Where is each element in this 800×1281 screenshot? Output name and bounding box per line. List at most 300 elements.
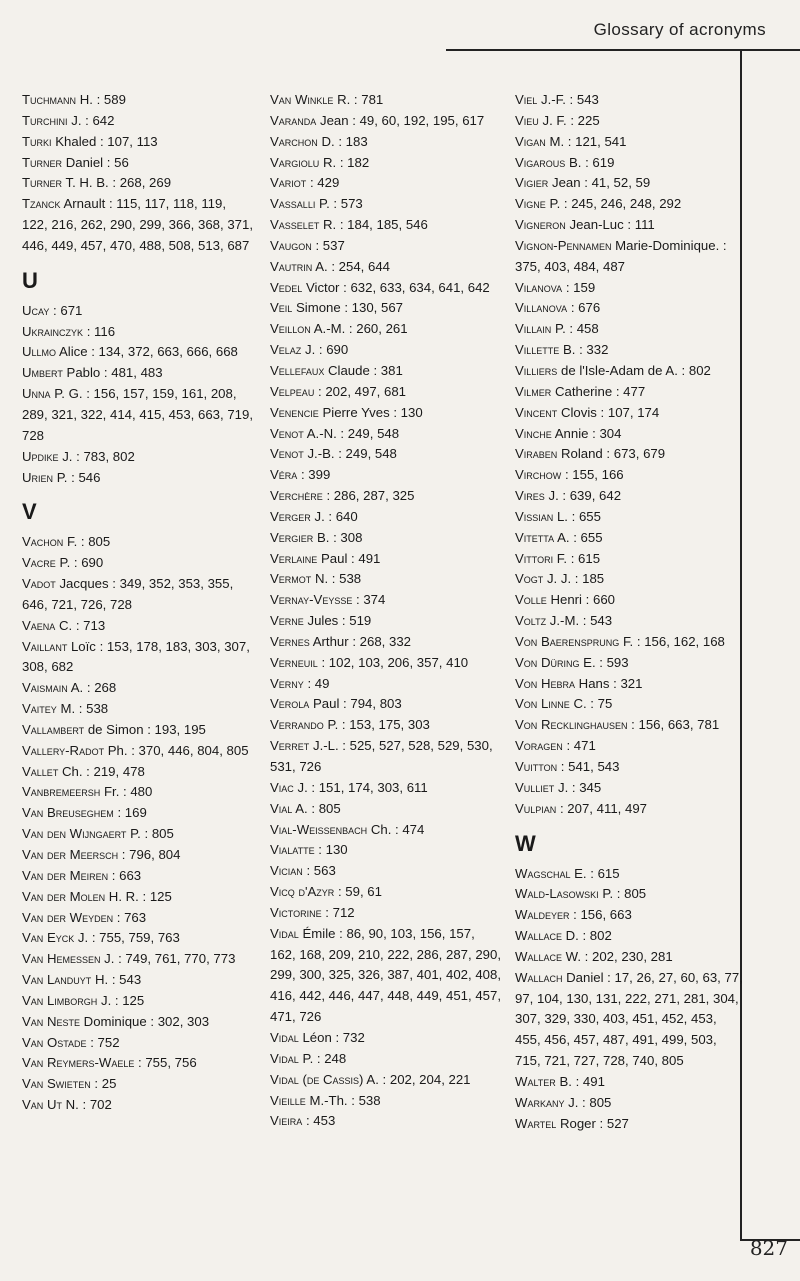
entry-name: Wallace [515,948,562,964]
entry-pages: : 59, 61 [334,884,382,900]
index-entry [22,153,254,174]
entry-pages: E. : 593 [579,654,629,670]
entry-name: Ukrainczyk [22,323,84,339]
entry-name: Vadot [22,576,56,592]
entry-name: Verret [270,738,310,754]
entry-name: Van Reymers-Waele [22,1055,135,1071]
index-entry [515,694,743,715]
entry-name: Von Baerensprung [515,633,620,649]
entry-name: Umbert [22,365,63,381]
entry-name: Wartel [515,1115,557,1131]
entry-name: Verny [270,675,304,691]
entry-pages: P. : 248 [298,1050,347,1066]
entry-pages: Ch. : 219, 478 [58,763,145,779]
entry-pages: A. : 202, 204, 221 [363,1071,471,1087]
entry-name: Vilanova [515,279,563,295]
index-entry [515,486,743,507]
entry-name: Vaena [22,617,56,633]
entry-name: Van Neste [22,1013,80,1029]
index-entry [22,468,254,489]
entry-name: Vieu [515,112,539,128]
entry-name: Variot [270,175,307,191]
entry-name: Walter [515,1073,556,1089]
entry-pages: : 130 [314,842,348,858]
entry-pages: A. : 254, 644 [312,258,391,274]
entry-name: Vaismain [22,680,68,696]
index-entry [515,278,743,299]
entry-pages: Jules : 519 [303,613,372,629]
entry-pages: R. : 182 [319,154,370,170]
section-letter: W [515,830,536,856]
entry-pages: C. : 713 [55,617,106,633]
entry-pages: W. : 202, 230, 281 [561,948,673,964]
entry-pages: J.-F. : 543 [537,92,599,107]
entry-name: Vallet [22,763,59,779]
entry-pages: Fr. : 480 [100,784,153,800]
index-entry [515,549,743,570]
entry-name: Van Ut [22,1097,62,1113]
entry-pages: Annie : 304 [551,425,622,441]
index-entry [22,678,254,699]
index-entry [515,153,743,174]
entry-name: Viel [515,92,538,107]
entry-name: Veillon [270,321,311,337]
entry-pages: : 537 [311,237,345,253]
entry-name: Virchow [515,467,562,483]
entry-pages: B. : 619 [565,154,615,170]
index-entry [515,90,743,111]
index-entry [270,215,502,236]
entry-pages: P. : 153, 175, 303 [323,717,430,733]
index-entry [515,340,743,361]
entry-pages: : 116 [83,323,116,339]
entry-name: Vernay-Veysse [270,592,353,608]
entry-name: Vieille [270,1092,306,1108]
index-entry [270,278,502,299]
entry-pages: B. : 491 [555,1073,605,1089]
entry-pages: Loïc : 153, 178, 183, 303, 307, 308, 682 [22,638,250,675]
entry-name: Victorine [270,904,322,920]
entry-name: Von Düring [515,654,580,670]
entry-pages: Daniel : 17, 26, 27, 60, 63, 77, 97, 104, 130, 131, 222, 271, 281, 304, 307, 329, 330, 403, 451, 452, 453, 455, 456, 457, 487, 491, 499, 503, 715, 721, 727, 728, 740, 805 [515,969,743,1069]
entry-name: Vieira [270,1113,303,1129]
entry-pages: C. : 75 [569,696,613,712]
entry-name: Vaillant [22,638,68,654]
index-entry [22,782,254,803]
index-entry [515,968,743,1072]
index-entry [270,1111,502,1132]
entry-name: Viac [270,779,294,795]
index-entry [270,799,502,820]
index-entry [270,111,502,132]
entry-name: Tzanck [22,196,61,212]
index-entry [270,465,502,486]
entry-pages: J. F. : 225 [538,112,600,128]
entry-pages: Paul : 794, 803 [309,696,402,712]
page-number: 827 [749,1236,788,1260]
index-entry [22,322,254,343]
entry-name: Villanova [515,300,568,316]
entry-pages: P. : 458 [551,321,599,337]
entry-pages: : 563 [302,863,336,879]
running-header-title: Glossary of acronyms [593,20,766,39]
entry-name: Venot [270,425,304,441]
entry-pages: Jean : 49, 60, 192, 195, 617 [316,112,485,128]
entry-pages: M. : 538 [56,701,109,717]
entry-name: Verlaine [270,550,318,566]
entry-pages: Paul : 491 [317,550,381,566]
entry-pages: : 155, 166 [561,467,624,483]
index-entry [270,403,502,424]
entry-name: Vanbremeersh [22,784,101,800]
entry-pages: : 156, 663 [569,907,632,923]
entry-pages: P. : 805 [598,886,647,902]
entry-pages: Roger : 527 [556,1115,629,1131]
entry-name: Vernes [270,633,310,649]
index-entry [515,528,743,549]
entry-pages: M. : 121, 541 [545,133,627,149]
entry-name: Vidal (de Cassis) [270,1071,364,1087]
entry-name: Vachon [22,534,64,550]
entry-name: Veil [270,300,293,316]
index-entry [270,632,502,653]
entry-pages: de l'Isle-Adam de A. : 802 [557,362,711,378]
entry-pages: : 429 [306,175,340,191]
entry-name: Véra [270,467,298,483]
entry-name: Van Winkle [270,92,334,107]
index-entry [22,111,254,132]
index-entry [515,926,743,947]
entry-pages: T. H. B. : 268, 269 [62,175,172,191]
index-entry [270,528,502,549]
index-entry [515,715,743,736]
entry-name: Van Ostade [22,1034,87,1050]
index-entry [22,949,254,970]
entry-pages: : 374 [352,592,386,608]
index-entry [22,1053,254,1074]
index-entry [270,590,502,611]
entry-pages: F. : 156, 162, 168 [619,633,725,649]
entry-name: Vulliet [515,779,555,795]
index-entry [270,257,502,278]
entry-pages: : 207, 411, 497 [556,800,647,816]
entry-pages: H. : 543 [91,972,142,988]
index-entry [22,553,254,574]
entry-name: Voltz [515,613,547,629]
index-entry [515,757,743,778]
index-entry [270,194,502,215]
index-entry [515,632,743,653]
index-entry [515,382,743,403]
entry-name: Vallambert [22,721,85,737]
index-entry [270,486,502,507]
entry-name: Van Limborgh [22,992,98,1008]
entry-pages: Arthur : 268, 332 [309,633,411,649]
entry-pages: : 796, 804 [118,847,181,862]
entry-name: Vigne [515,196,546,212]
index-entry [270,778,502,799]
entry-name: Vargiolu [270,154,320,170]
entry-pages: Dominique : 302, 303 [80,1013,210,1029]
index-entry [22,194,254,257]
entry-name: Wallace [515,928,562,944]
entry-name: Vallery-Radot [22,742,105,758]
entry-pages: : 712 [321,904,355,920]
index-entry [270,653,502,674]
index-column-2 [270,90,502,1132]
index-entry [515,424,743,445]
entry-pages: P. : 690 [55,555,104,571]
entry-name: Vellefaux [270,362,325,378]
index-entry [270,173,502,194]
index-entry [515,864,743,885]
index-entry [22,532,254,553]
entry-name: Turki [22,133,52,149]
entry-name: Vidal [270,1029,299,1045]
index-entry [270,924,502,1028]
section-letter: V [22,499,37,525]
entry-pages: A. : 268 [67,680,117,696]
index-entry [515,884,743,905]
entry-pages: : 755, 756 [134,1055,197,1071]
index-entry [515,444,743,465]
entry-pages: Henri : 660 [546,592,615,608]
entry-pages: : 102, 103, 206, 357, 410 [317,654,469,670]
index-entry [270,694,502,715]
entry-pages: Hans : 321 [575,675,643,691]
index-entry [270,861,502,882]
entry-pages: A.-N. : 249, 548 [303,425,400,441]
entry-name: Vigier [515,175,549,191]
entry-name: Verneuil [270,654,318,670]
entry-name: Vincent [515,404,558,420]
entry-name: Ucay [22,302,50,318]
entry-pages: A. : 805 [292,800,341,816]
entry-name: Tuchmann [22,92,77,107]
index-entry [515,194,743,215]
entry-pages: J. : 805 [564,1094,612,1110]
entry-name: Venot [270,446,304,462]
entry-name: Vialatte [270,842,315,858]
entry-name: Vitetta [515,529,555,545]
entry-pages: Ph. : 370, 446, 804, 805 [104,742,249,758]
entry-name: Villette [515,342,560,358]
entry-name: Vigarous [515,154,566,170]
entry-pages: : 453 [302,1113,336,1129]
index-entry [270,674,502,695]
index-entry [22,384,254,447]
index-entry [22,887,254,908]
entry-name: Varchon [270,133,318,149]
entry-name: Van Eyck [22,930,75,946]
entry-pages: Jacques : 349, 352, 353, 355, 646, 721, 726, 728 [22,576,234,612]
entry-pages: N. : 702 [61,1097,112,1113]
index-entry [270,298,502,319]
index-entry [515,111,743,132]
index-entry [270,549,502,570]
index-entry [22,845,254,866]
index-entry [270,569,502,590]
index-entry [515,905,743,926]
entry-name: Unna [22,386,51,402]
entry-name: Vogt [515,571,544,587]
entry-pages: : 49 [303,675,330,691]
entry-name: Verola [270,696,310,712]
entry-pages: R. : 184, 185, 546 [319,217,428,233]
entry-name: Van der Meersch [22,847,119,862]
index-entry [22,616,254,637]
index-entry [270,820,502,841]
entry-name: Van den Wijngaert [22,826,127,842]
entry-name: Vergier [270,529,314,545]
index-entry [22,1012,254,1033]
entry-pages: B. : 308 [313,529,363,545]
entry-pages: J. : 690 [301,342,349,358]
entry-pages: : 763 [113,909,147,925]
index-entry [270,903,502,924]
entry-pages: H. R. : 125 [105,888,172,904]
index-entry [515,298,743,319]
index-entry [515,1072,743,1093]
index-column-1 [22,90,254,1116]
entry-pages: P. : 546 [53,469,101,485]
index-entry [22,699,254,720]
entry-pages: E. : 615 [570,865,620,881]
index-entry [22,866,254,887]
index-entry [270,361,502,382]
entry-name: Van der Molen [22,888,106,904]
entry-pages: R. : 781 [333,92,384,107]
entry-pages: Arnault : 115, 117, 118, 119, 122, 216, 262, 290, 299, 366, 368, 371, 446, 449, 457, 470, 488, 508, 513, 687 [22,196,253,253]
entry-pages: : 25 [90,1076,117,1092]
entry-name: Van Breuseghem [22,805,114,821]
index-entry [270,236,502,257]
entry-name: Vinche [515,425,552,441]
index-entry [515,736,743,757]
entry-pages: Émile : 86, 90, 103, 156, 157, 162, 168, 209, 210, 222, 286, 287, 290, 299, 300, 325, 326, 387, 401, 402, 408, 416, 442, 446, 447, 448, 449, 451, 457, 471, 726 [270,925,501,1025]
entry-name: Viraben [515,446,558,462]
entry-name: Vedel [270,279,303,295]
entry-name: Volle [515,592,547,608]
index-entry [22,637,254,679]
entry-pages: J.-L. : 525, 527, 528, 529, 530, 531, 726 [270,738,493,774]
entry-pages: Daniel : 56 [62,154,129,170]
entry-name: Vicq d'Azyr [270,884,335,900]
entry-pages: J. : 345 [554,779,602,795]
entry-pages: D. : 802 [561,928,612,944]
entry-name: Vissian [515,508,554,524]
index-entry [22,1033,254,1054]
entry-pages: J. : 783, 802 [58,448,135,464]
index-entry [22,1074,254,1095]
index-entry [515,947,743,968]
index-entry [515,507,743,528]
entry-pages: D. : 183 [317,133,368,149]
index-entry [22,132,254,153]
entry-name: Venencie [270,404,319,420]
index-entry [270,340,502,361]
index-entry [515,611,743,632]
entry-pages: Pierre Yves : 130 [318,404,423,420]
entry-pages: : 676 [567,300,601,316]
index-entry [22,173,254,194]
entry-name: Wallach [515,969,563,985]
entry-name: Van der Weyden [22,909,114,925]
entry-pages: Clovis : 107, 174 [557,404,660,420]
index-entry [515,132,743,153]
section-letter: U [22,267,38,293]
entry-pages: de Simon : 193, 195 [84,721,206,737]
index-entry [270,715,502,736]
entry-name: Van Hemessen [22,951,101,967]
entry-name: Updike [22,448,59,464]
entry-pages: J.-M. : 543 [546,613,613,629]
entry-name: Wald-Lasowski [515,886,599,902]
entry-pages: N. : 538 [311,571,362,587]
entry-pages: Ch. : 474 [367,821,425,837]
index-entry [515,590,743,611]
index-entry [270,444,502,465]
entry-pages: J. : 640 [310,508,358,524]
entry-pages: P. : 805 [126,826,174,842]
entry-pages: J. J. : 185 [543,571,605,587]
entry-name: Verrando [270,717,324,733]
entry-name: Vittori [515,550,554,566]
index-entry [270,90,502,111]
entry-name: Vial [270,800,293,816]
entry-pages: F. : 805 [63,534,111,550]
header-rule [446,49,800,51]
index-entry [270,1070,502,1091]
entry-pages: Catherine : 477 [551,383,646,399]
entry-name: Turner [22,175,63,191]
entry-pages: : 663 [108,867,142,883]
entry-name: Vacre [22,555,56,571]
index-entry [515,674,743,695]
entry-pages: L. : 655 [553,508,601,524]
entry-pages: : 156, 663, 781 [627,717,720,733]
entry-pages: F. : 615 [553,550,601,566]
entry-name: Vigan [515,133,546,149]
index-entry [515,361,743,382]
entry-pages: Alice : 134, 372, 663, 666, 668 [56,344,238,360]
index-entry [22,447,254,468]
index-entry [22,741,254,762]
index-entry [515,1093,743,1114]
index-entry [22,928,254,949]
index-entry [515,236,743,278]
entry-name: Von Hebra [515,675,575,691]
entry-pages: J. : 125 [97,992,145,1008]
index-entry [515,799,743,820]
entry-name: Vignon-Pennamen [515,237,612,253]
entry-pages: Khaled : 107, 113 [51,133,158,149]
index-entry [270,382,502,403]
index-entry [22,363,254,384]
index-entry [22,970,254,991]
entry-pages: J. : 755, 759, 763 [74,930,180,946]
entry-pages: : 399 [297,467,331,483]
entry-pages: Pablo : 481, 483 [62,365,163,381]
index-entry [270,882,502,903]
entry-name: Vidal [270,925,299,941]
index-entry [22,720,254,741]
entry-name: Urien [22,469,54,485]
entry-pages: Claude : 381 [324,362,403,378]
entry-pages: B. : 332 [559,342,609,358]
index-entry [270,840,502,861]
entry-pages: : 541, 543 [557,759,620,774]
